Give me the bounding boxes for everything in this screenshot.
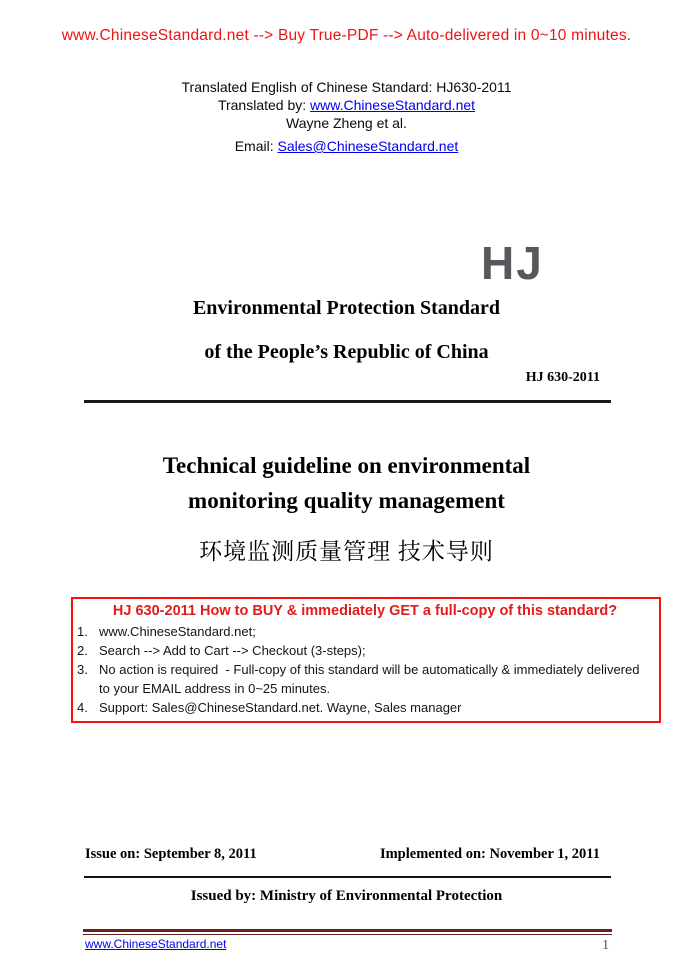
title-line2: monitoring quality management: [188, 488, 505, 513]
dates-row: [85, 846, 600, 863]
page-number: 1: [602, 937, 609, 952]
buy-step-3-number: 3.: [77, 662, 88, 677]
document-title-english: [0, 448, 693, 518]
top-buy-banner: www.ChineseStandard.net --> Buy True-PDF --> Auto-delivered in 0~10 minutes.: [61, 27, 632, 44]
buy-step-1-number: 1.: [77, 624, 88, 639]
standard-name: [0, 297, 693, 364]
buy-step-4-number: 4.: [77, 700, 88, 715]
issued-by: Issued by: Ministry of Environmental Protection: [190, 888, 503, 904]
header-divider-rule: [84, 400, 611, 403]
document-title-chinese: 环境监测质量管理 技术导则: [199, 539, 494, 564]
how-to-buy-box: [71, 597, 661, 723]
email-line: [0, 137, 693, 155]
translated-english-line: Translated English of Chinese Standard: HJ630-2011: [181, 79, 512, 95]
translated-by-link[interactable]: www.ChineseStandard.net: [310, 97, 476, 113]
title-line1: Technical guideline on environmental: [162, 453, 531, 478]
standard-code: HJ 630-2011: [525, 370, 600, 385]
buy-step-4-text: Support: Sales@ChineseStandard.net. Wayne, Sales manager: [99, 700, 462, 715]
translation-header: [0, 78, 693, 155]
email-link[interactable]: Sales@ChineseStandard.net: [277, 138, 459, 154]
translated-by-label: Translated by:: [217, 97, 311, 113]
buy-step-3: [77, 660, 653, 698]
implemented-date: Implemented on: November 1, 2011: [379, 846, 600, 862]
buy-step-2-number: 2.: [77, 643, 88, 658]
buy-step-1-text: www.ChineseStandard.net;: [99, 624, 256, 639]
buy-step-1: [77, 622, 653, 641]
standard-name-line2: of the People’s Republic of China: [204, 341, 489, 363]
buy-step-2-text: Search --> Add to Cart --> Checkout (3-steps);: [99, 643, 366, 658]
dates-divider-rule: [84, 876, 611, 878]
translated-by-line: [0, 96, 693, 114]
standard-name-line1: Environmental Protection Standard: [192, 297, 501, 319]
buy-step-2: [77, 641, 653, 660]
issue-date: Issue on: September 8, 2011: [85, 846, 257, 862]
hj-logo: HJ: [481, 237, 544, 289]
email-label: Email:: [234, 138, 278, 154]
footer-website-link[interactable]: www.ChineseStandard.net: [85, 937, 227, 951]
authors-line: Wayne Zheng et al.: [286, 115, 407, 131]
buy-box-title: HJ 630-2011 How to BUY & immediately GET a full-copy of this standard?: [112, 603, 618, 619]
footer-double-rule: [83, 929, 612, 935]
buy-step-3-text: No action is required - Full-copy of this standard will be automatically & immediately delivered to your EMAIL address in 0~25 minutes.: [99, 662, 644, 696]
footer: [85, 937, 609, 953]
buy-step-4: [77, 698, 653, 717]
